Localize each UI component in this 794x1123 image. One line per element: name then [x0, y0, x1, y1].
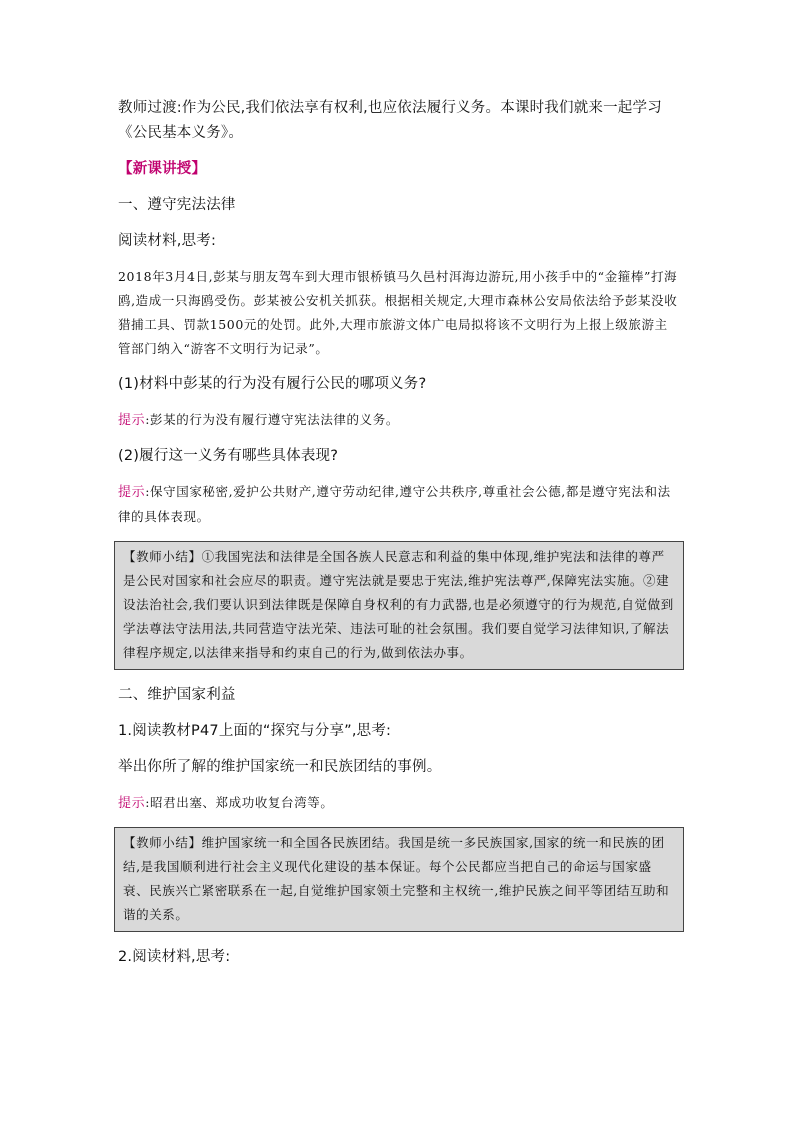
answer-text: :昭君出塞、郑成功收复台湾等。 [145, 795, 334, 810]
part1-material: 2018年3月4日,彭某与朋友驾车到大理市银桥镇马久邑村洱海边游玩,用小孩手中的“金箍棒”打海鸥,造成一只海鸥受伤。彭某被公安机关抓获。根据相关规定,大理市森林公安局依法给予彭某没收猎捕工具、罚款1500元的处罚。此外,大理市旅游文体广电局拟将该不文明行为上报上级旅游主管部门纳入“游客不文明行为记录”。 [118, 269, 678, 356]
answer-text: :彭某的行为没有履行遵守宪法法律的义务。 [145, 412, 399, 427]
part2-read-prompt: 1.阅读教材P47上面的“探究与分享”,思考: [118, 723, 392, 739]
hint-label: 提示 [118, 413, 146, 428]
part2-answer [118, 791, 680, 816]
hint-label: 提示 [118, 485, 146, 500]
part1-answer-1 [118, 408, 680, 433]
part1-read-prompt: 阅读材料,思考: [118, 233, 217, 249]
part2-question: 举出你所了解的维护国家统一和民族团结的事例。 [118, 759, 442, 775]
teacher-summary-box-2 [114, 827, 684, 932]
intro-paragraph: 教师过渡:作为公民,我们依法享有权利,也应依法履行义务。本课时我们就来一起学习《公民基本义务》。 [118, 100, 662, 141]
part2-read-prompt-2: 2.阅读材料,思考: [118, 949, 231, 965]
teacher-summary-text: 【教师小结】①我国宪法和法律是全国各族人民意志和利益的集中体现,维护宪法和法律的尊严是公民对国家和社会应尽的职责。遵守宪法就是要忠于宪法,维护宪法尊严,保障宪法实施。②建设法治社会,我们要认识到法律既是保障自身权利的有力武器,也是必须遵守的行为规范,自觉做到学法尊法守法用法,共同营造守法光荣、违法可耻的社会氛围。我们要自觉学习法律知识,了解法律程序规定,以法律来指导和约束自己的行为,做到依法办事。 [123, 549, 674, 660]
teacher-summary-box-1 [114, 541, 684, 670]
part1-question-1: (1)材料中彭某的行为没有履行公民的哪项义务? [118, 376, 427, 392]
part1-question-2: (2)履行这一义务有哪些具体表现? [118, 448, 339, 464]
hint-label: 提示 [118, 796, 146, 811]
part1-answer-2 [118, 480, 680, 529]
teacher-summary-text: 【教师小结】维护国家统一和全国各民族团结。我国是统一多民族国家,国家的统一和民族的团结,是我国顺利进行社会主义现代化建设的基本保证。每个公民都应当把自己的命运与国家盛衰、民族兴亡紧密联系在一起,自觉维护国家领土完整和主权统一,维护民族之间平等团结互助和谐的关系。 [123, 835, 670, 922]
section-label-new-lesson: 【新课讲授】 [118, 161, 207, 177]
part2-heading: 二、维护国家利益 [118, 687, 236, 703]
part1-heading: 一、遵守宪法法律 [118, 197, 236, 213]
answer-text: :保守国家秘密,爱护公共财产,遵守劳动纪律,遵守公共秩序,尊重社会公德,都是遵守宪法和法律的具体表现。 [118, 484, 671, 524]
document-page [118, 96, 680, 970]
